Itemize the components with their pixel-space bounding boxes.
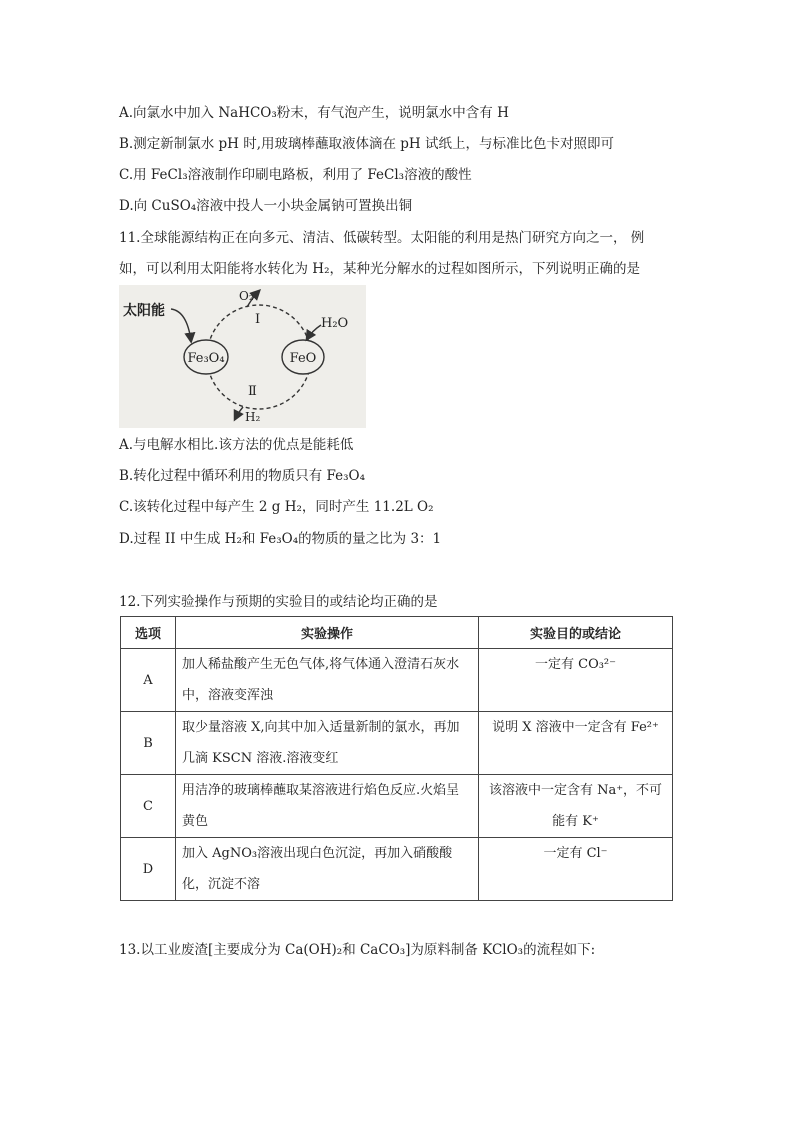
q10-option-d: D.向 CuSO₄溶液中投人一小块金属钠可置换出铜 <box>119 198 413 214</box>
q11-stem-line1: 11.全球能源结构正在向多元、清洁、低碳转型。太阳能的利用是热门研究方向之一， 例 <box>119 230 645 246</box>
header-operation: 实验操作 <box>176 617 479 649</box>
row-operation: 取少量溶液 X,向其中加入适量新制的氯水，再加几滴 KSCN 溶液.溶液变红 <box>176 712 479 775</box>
q12-stem: 12.下列实验操作与预期的实验目的或结论均正确的是 <box>119 594 438 610</box>
h2-arrow <box>235 407 243 419</box>
h2o-label: H₂O <box>321 316 349 331</box>
table-row <box>121 712 673 775</box>
table-row <box>121 649 673 712</box>
experiment-table <box>120 616 673 901</box>
solar-energy-label: 太阳能 <box>123 303 165 319</box>
header-conclusion: 实验目的或结论 <box>479 617 673 649</box>
row-option: A <box>121 649 176 712</box>
q11-option-d: D.过程 II 中生成 H₂和 Fe₃O₄的物质的量之比为 3：1 <box>119 531 442 547</box>
q10-option-c: C.用 FeCl₃溶液制作印刷电路板，利用了 FeCl₃溶液的酸性 <box>119 167 472 183</box>
q11-option-a: A.与电解水相比.该方法的优点是能耗低 <box>119 437 354 453</box>
row-operation: 加入 AgNO₃溶液出现白色沉淀，再加入硝酸酸化，沉淀不溶 <box>176 838 479 901</box>
row-option: C <box>121 775 176 838</box>
water-splitting-cycle-figure <box>119 285 366 428</box>
table-header-row <box>121 617 673 649</box>
feo-label: FeO <box>289 351 317 366</box>
o2-label: O₂ <box>239 289 254 303</box>
header-option: 选项 <box>121 617 176 649</box>
step-1-label: Ⅰ <box>255 312 261 327</box>
row-conclusion: 一定有 CO₃²⁻ <box>479 649 673 712</box>
row-conclusion: 一定有 Cl⁻ <box>479 838 673 901</box>
row-conclusion: 该溶液中一定含有 Na⁺，不可能有 K⁺ <box>479 775 673 838</box>
table-row <box>121 838 673 901</box>
fe3o4-label: Fe₃O₄ <box>187 351 225 366</box>
row-option: B <box>121 712 176 775</box>
q10-option-a: A.向氯水中加入 NaHCO₃粉末，有气泡产生，说明氯水中含有 H <box>119 105 509 121</box>
row-operation: 用洁净的玻璃棒蘸取某溶液进行焰色反应.火焰呈黄色 <box>176 775 479 838</box>
h2-label: H₂ <box>245 410 261 424</box>
q11-option-c: C.该转化过程中每产生 2 g H₂，同时产生 11.2L O₂ <box>119 499 434 515</box>
row-conclusion: 说明 X 溶液中一定含有 Fe²⁺ <box>479 712 673 775</box>
q11-stem-line2: 如，可以利用太阳能将水转化为 H₂，某种光分解水的过程如图所示，下列说明正确的是 <box>119 261 640 277</box>
solar-arrow <box>171 309 191 341</box>
step-2-label: Ⅱ <box>248 384 257 399</box>
q13-stem: 13.以工业废渣[主要成分为 Ca(OH)₂和 CaCO₃]为原料制备 KClO₃的流程如下: <box>119 942 596 958</box>
row-operation: 加人稀盐酸产生无色气体,将气体通入澄清石灰水中，溶液变浑浊 <box>176 649 479 712</box>
q10-option-b: B.测定新制氯水 pH 时,用玻璃棒蘸取液体滴在 pH 试纸上，与标准比色卡对照即可 <box>119 136 614 152</box>
h2o-arrow <box>307 325 321 339</box>
row-option: D <box>121 838 176 901</box>
table-row <box>121 775 673 838</box>
q11-option-b: B.转化过程中循环利用的物质只有 Fe₃O₄ <box>119 468 366 484</box>
